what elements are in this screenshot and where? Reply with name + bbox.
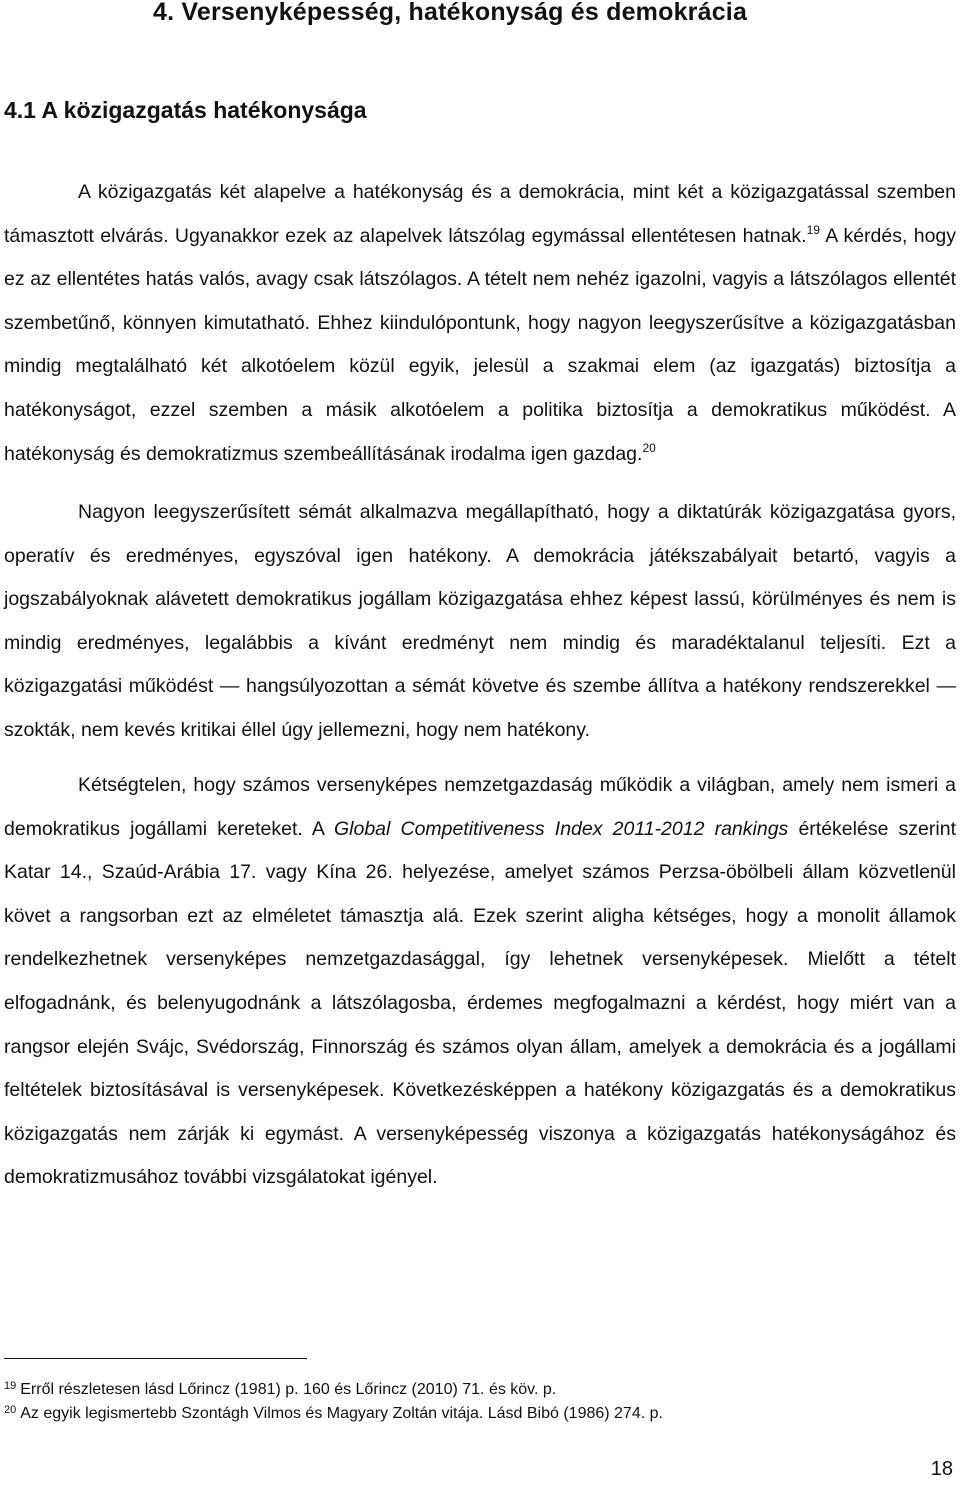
paragraph-text: Nagyon leegyszerűsített sémát alkalmazva megállapítható, hogy a diktatúrák közigazgatása gyors, operatív és eredményes, egyszóval igen hatékony. A demokrácia játékszabályait betartó, vagyis a jogszabályoknak alávetett demokratikus jogállam közigazgatása ehhez képest lassú, körülményes és nem is mindig eredményes, legalábbis a kívánt eredményt nem mindig és maradéktalanul teljesíti. Ezt a közigazgatási működést — hangsúlyozottan a sémát követve és szembe állítva a hatékony rendszerekkel — szokták, nem kevés kritikai éllel úgy jellemezni, hogy nem hatékony. — [4, 501, 956, 741]
paragraph-2 — [4, 491, 956, 753]
footnote-20 — [4, 1400, 944, 1424]
footnote-text: Az egyik legismertebb Szontágh Vilmos és Magyary Zoltán vitája. Lásd Bibó (1986) 274. p. — [20, 1405, 663, 1422]
footnote-reference: 19 — [806, 222, 820, 237]
paragraph-3 — [4, 764, 956, 1200]
paragraph-text: A kérdés, hogy ez az ellentétes hatás valós, avagy csak látszólagos. A tételt nem nehéz igazolni, vagyis a látszólagos ellentét szembetűnő, könnyen kimutatható. Ehhez kiindulópontunk, hogy nagyon leegyszerűsítve a közigazgatásban mindig megtalálható két alkotóelem közül egyik, jelesül a szakmai elem (az igazgatás) biztosítja a hatékonyságot, ezzel szemben a másik alkotóelem a politika biztosítja a demokratikus működést. A hatékonyság és demokratizmus szembeállításának irodalma igen gazdag. — [4, 224, 957, 465]
footnote-separator — [4, 1358, 307, 1359]
footnote-19 — [4, 1376, 944, 1400]
paragraph-text: értékelése szerint Katar 14., Szaúd-Arábia 17. vagy Kína 26. helyezése, amelyet számos Perzsa-öbölbeli állam közvetlenül követ a rangsorban ezt az elméletet támasztja alá. Ezek szerint aligha kétséges, hogy a monolit államok rendelkezhetnek versenyképes nemzetgazdasággal, így lehetnek versenyképesek. Mielőtt a tételt elfogadnánk, és belenyugodnánk a látszólagosba, érdemes megfogalmazni a kérdést, hogy miért van a rangsor elején Svájc, Svédország, Finnország és számos olyan állam, amelyek a demokrácia és a jogállami feltételek biztosításával is versenyképesek. Következésképpen a hatékony közigazgatás és a demokratikus közigazgatás nem zárják ki egymást. A versenyképesség viszonya a közigazgatás hatékonyságához és demokratizmusához további vizsgálatokat igényel. — [4, 817, 956, 1189]
italic-title: Global Competitiveness Index 2011-2012 rankings — [333, 817, 789, 840]
paragraph-text: Kétségtelen, hogy számos versenyképes nemzetgazdaság működik a világban, amely nem ismeri a demokratikus jogállami kereteket. A — [4, 774, 956, 840]
footnote-number: 20 — [4, 1404, 17, 1416]
paragraph-1 — [4, 171, 956, 476]
section-title: 4.1 A közigazgatás hatékonysága — [4, 97, 367, 123]
footnote-text: Erről részletesen lásd Lőrincz (1981) p. 160 és Lőrincz (2010) 71. és köv. p. — [20, 1381, 557, 1398]
footnote-reference: 20 — [642, 440, 656, 455]
page-number: 18 — [930, 1458, 953, 1480]
footnote-number: 19 — [4, 1380, 17, 1392]
paragraph-text: A közigazgatás két alapelve a hatékonyság és a demokrácia, mint két a közigazgatással szemben támasztott elvárás. Ugyanakkor ezek az alapelvek látszólag egymással ellentétesen hatnak. — [4, 181, 956, 247]
chapter-title: 4. Versenyképesség, hatékonyság és demokrácia — [153, 0, 748, 26]
